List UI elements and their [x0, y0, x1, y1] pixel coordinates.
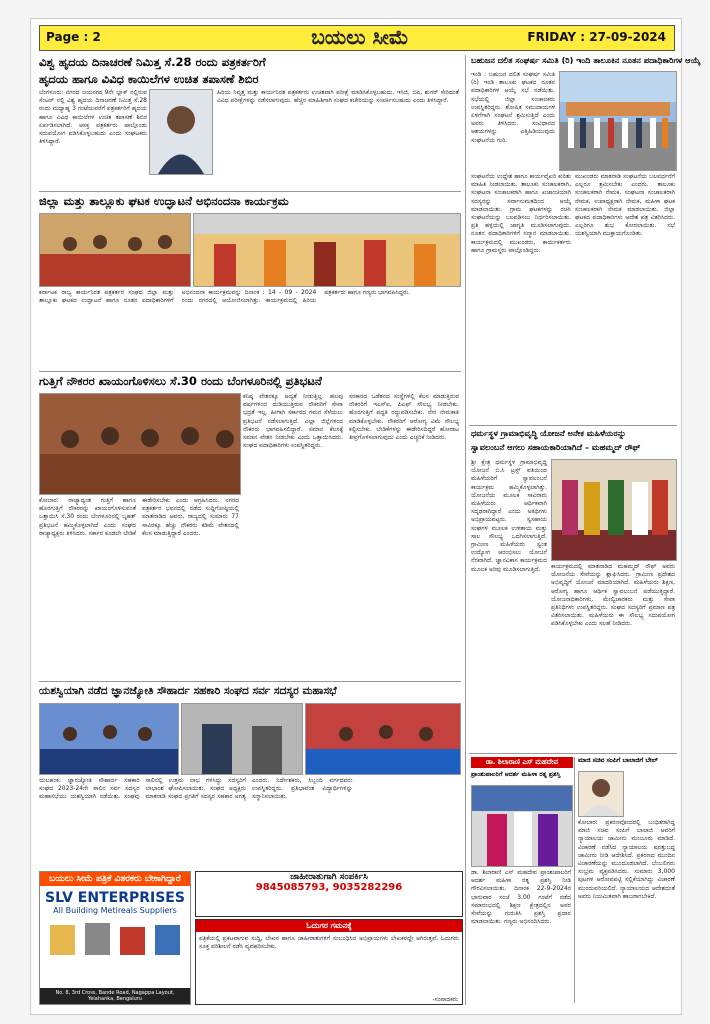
divider	[469, 753, 677, 754]
guttige-photo	[39, 393, 241, 495]
press-photo-1	[39, 213, 191, 287]
portrait-photo	[149, 89, 213, 175]
guttige-headline: ಗುತ್ತಿಗೆ ನೌಕರರ ಖಾಯಂಗೊಳಿಸಲು ಸೆ.30 ರಂದು ಬೆಂಗಳೂರಿನಲ್ಲಿ ಪ್ರತಿಭಟನೆ	[39, 374, 322, 388]
press-photo-2	[193, 213, 461, 287]
ad-address: No. 8, 3rd Cross, Bande Road, Nagappa Layout, Yelahanka, Bengaluru	[40, 988, 190, 1004]
page-number: Page : 2	[46, 30, 101, 44]
divider	[39, 191, 461, 192]
dharmasthala-headline-1: ಧರ್ಮಸ್ಥಳ ಗ್ರಾಮಾಭಿವೃದ್ಧಿ ಯೋಜನೆ ಅನೇಕ ಮಹಿಳೆಯರನ್ನು	[471, 428, 627, 438]
ad-brand: SLV ENTERPRISES	[45, 890, 185, 906]
yashaswini-photo-2	[181, 703, 303, 775]
dalit-body-right: ಮುಖಂಡರು ಮಾತನಾಡಿ ಸಂಘಟನೆಯ ಬಲವರ್ಧನೆಗೆ ಎಲ್ಲರೂ ಶ್ರಮಿಸಬೇಕು ಎಂದರು. ತಾಲೂಕು ಸಂಚಾಲಕರಾಗಿ ನೇಮಕ, ಸಂಘಟನಾ ಸಂಚಾಲಕರಾಗಿ ನೇಮಕ, ಉಪಾಧ್ಯಕ್ಷರಾಗಿ ನೇಮಕ, ಮಹಿಳಾ ಘಟಕ ಸಂಚಾಲಕರಾಗಿ ನೇಮಕ ಮಾಡಲಾಯಿತು. ಜಿಲ್ಲಾ ಘಟಕದ ಪದಾಧಿಕಾರಿಗಳು ಆದೇಶ ಪತ್ರ ವಿತರಿಸಿದರು. ಎಲ್ಲರಿಗೂ ಶುಭ ಕೋರಲಾಯಿತು. ಸಭೆ ಯಶಸ್ವಿಯಾಗಿ ಮುಕ್ತಾಯಗೊಂಡಿತು.	[575, 173, 675, 238]
press-headline: ಜಿಲ್ಲಾ ಮತ್ತು ತಾಲ್ಲೂಕು ಘಟಕ ಉದ್ಘಾಟನೆ ಅಭಿನಂದನಾ ಕಾರ್ಯಕ್ರಮ	[39, 194, 289, 208]
yashaswini-headline: ಯಶಸ್ವಿಯಾಗಿ ನಡೆದ ಜ್ಞಾನಜ್ಯೋತಿ ಸೌಹಾರ್ದ ಸಹಕಾರಿ ಸಂಘದ ಸರ್ವ ಸದಸ್ಯರ ಮಹಾಸಭೆ	[39, 685, 337, 697]
heart-body-right: ಹಿರಿಯ ನಿವೃತ್ತ ಮತ್ತು ಕಾರ್ಯನಿರತ ಪತ್ರಕರ್ತರು ಉಚಿತವಾಗಿ ಪರೀಕ್ಷೆ ಮಾಡಿಸಿಕೊಳ್ಳಬಹುದು. ಇಸಿಜಿ, ಬಿಪಿ, ಶುಗರ್ ಸೇರಿದಂತೆ ವಿವಿಧ ಪರೀಕ್ಷೆಗಳನ್ನು ನಡೆಸಲಾಗುವುದು. ಹೆಚ್ಚಿನ ಮಾಹಿತಿಗಾಗಿ ಸಂಘದ ಕಚೇರಿಯನ್ನು ಸಂಪರ್ಕಿಸಬಹುದು ಎಂದು ತಿಳಿಸಿದ್ದಾರೆ.	[217, 89, 459, 105]
yashaswini-body: ಯಲಹಂಕ: ಜ್ಞಾನಜ್ಯೋತಿ ಸೌಹಾರ್ದ ಸಹಕಾರಿ ಸಂಘದ 2023-24ನೇ ಸಾಲಿನ ಸರ್ವ ಸದಸ್ಯರ ಮಹಾಸಭೆಯು ಯಶಸ್ವಿಯಾಗಿ ನಡೆಯಿತು. ಸಂಘವು ಸಾಲಿನಲ್ಲಿ ಉತ್ತಮ ಲಾಭ ಗಳಿಸಿದ್ದು ಸದಸ್ಯರಿಗೆ ಲಾಭಾಂಶ ಘೋಷಿಸಲಾಯಿತು. ಸಂಘದ ಅಧ್ಯಕ್ಷರು ಮಾತನಾಡಿ ಸಂಘದ ಪ್ರಗತಿಗೆ ಸದಸ್ಯರ ಸಹಕಾರ ಅಗತ್ಯ ಎಂದರು. ನಿರ್ದೇಶಕರು, ಸಿಬ್ಬಂದಿ ವರ್ಗದವರು ಉಪಸ್ಥಿತರಿದ್ದರು. ಪ್ರತಿಭಾವಂತ ವಿದ್ಯಾರ್ಥಿಗಳನ್ನು ಸನ್ಮಾನಿಸಲಾಯಿತು.	[39, 777, 353, 801]
notice-band: ಓದುಗರ ಗಮನಕ್ಕೆ	[196, 920, 462, 932]
contact-advertisement	[195, 871, 463, 917]
column-divider	[574, 757, 575, 1003]
masthead-bar	[39, 25, 675, 51]
ad-tagline: All Building Metireals Suppliers	[53, 906, 177, 915]
balaji-portrait	[578, 771, 624, 817]
award-headline-1: ಡಾ. ಶಿಲಾರಾಣಿ ಎಸ್ ಮಹದೇವ	[471, 757, 573, 768]
heart-body-left: ಬೆಂಗಳೂರು: ನಗರದ ಜಯನಗರ 9ನೇ ಬ್ಲಾಕ್ ನಲ್ಲಿರುವ ಸೆಂಟರ್ ನಲ್ಲಿ ವಿಶ್ವ ಹೃದಯ ದಿನಾಚರಣೆ ನಿಮಿತ್ತ ಸೆ.28 ರಂದು ಮಧ್ಯಾಹ್ನ 3 ಗಂಟೆಯವರೆಗೆ ಪತ್ರಕರ್ತರಿಗೆ ಹೃದಯ ಹಾಗೂ ವಿವಿಧ ಕಾಯಿಲೆಗಳ ಉಚಿತ ತಪಾಸಣೆ ಶಿಬಿರ ಏರ್ಪಡಿಸಲಾಗಿದೆ. ಆಸಕ್ತ ಪತ್ರಕರ್ತರು ಪಾಲ್ಗೊಂಡು ಸದುಪಯೋಗ ಪಡಿಸಿಕೊಳ್ಳಬಹುದು ಎಂದು ಸಂಘಟಕರು ತಿಳಿಸಿದ್ದಾರೆ.	[39, 89, 147, 146]
dharmasthala-photo	[551, 459, 677, 561]
guttige-body-mid: ಕನಿಷ್ಠ ವೇತನಕ್ಕೂ ಆದ್ಯತೆ ನೀಡುತ್ತಿಲ್ಲ. ಹಲವು ವರ್ಷಗಳಿಂದ ದುಡಿಯುತ್ತಿರುವ ನೌಕರರಿಗೆ ಸೇವಾ ಭದ್ರತೆ ಇಲ್ಲ. ಹೀಗಾಗಿ ಸರ್ಕಾರದ ಗಮನ ಸೆಳೆಯಲು ಪ್ರತಿಭಟನೆ ನಡೆಸಲಾಗುತ್ತಿದೆ. ಎಲ್ಲಾ ಜಿಲ್ಲೆಗಳಿಂದ ನೌಕರರು ಭಾಗವಹಿಸಲಿದ್ದಾರೆ. ಸಮಾನ ಕೆಲಸಕ್ಕೆ ಸಮಾನ ವೇತನ ನೀಡಬೇಕು ಎಂದು ಒತ್ತಾಯಿಸಿದರು. ಸಂಘದ ಪದಾಧಿಕಾರಿಗಳು ಉಪಸ್ಥಿತರಿದ್ದರು.	[243, 393, 343, 450]
heart-headline-2: ಹೃದಯ ಹಾಗೂ ವಿವಿಧ ಕಾಯಿಲೆಗಳ ಉಚಿತ ತಪಾಸಣೆ ಶಿಬಿರ	[39, 72, 259, 86]
notice-body: ಪತ್ರಿಕೆಯಲ್ಲಿ ಪ್ರಕಟವಾಗುವ ಸುದ್ದಿ, ಲೇಖನ ಹಾಗೂ ಜಾಹೀರಾತುಗಳಿಗೆ ಸಂಬಂಧಿಸಿದ ಅಭಿಪ್ರಾಯಗಳು ಲೇಖಕರದ್ದೇ ಆಗಿರುತ್ತವೆ. ಓದುಗರು ಸೂಕ್ತ ಪರಿಶೀಲನೆ ನಡೆಸಿ ವ್ಯವಹರಿಸಬೇಕು.	[199, 935, 459, 951]
notice-sign: -ಸಂಪಾದಕರು	[432, 996, 458, 1003]
masthead-title: ಬಯಲು ಸೀಮೆ	[311, 25, 409, 49]
dalit-headline: ಬಹುಜನ ದಲಿತ ಸಂಘರ್ಷ ಸಮಿತಿ (ರಿ) ಇಂದಿ ತಾಲೂಕಿನ ನೂತನ ಪದಾಧಿಕಾರಿಗಳ ಆಯ್ಕೆ	[471, 55, 701, 65]
guttige-body-right: ಸರಕಾರದ ಒಡೆತನದ ಸಂಸ್ಥೆಗಳಲ್ಲಿ ಕೆಲಸ ಮಾಡುತ್ತಿರುವ ನೌಕರರಿಗೆ ಇಎಸ್ಐ, ಪಿಎಫ್ ಸೌಲಭ್ಯ ನೀಡಬೇಕು. ಹೊರಗುತ್ತಿಗೆ ಪದ್ಧತಿ ರದ್ದುಪಡಿಸಬೇಕು. ನೇರ ನೇಮಕಾತಿ ಮಾಡಿಕೊಳ್ಳಬೇಕು. ನೌಕರರಿಗೆ ಆರೋಗ್ಯ ವಿಮೆ ಸೌಲಭ್ಯ ಕಲ್ಪಿಸಬೇಕು. ಬೇಡಿಕೆಗಳನ್ನು ಈಡೇರಿಸದಿದ್ದರೆ ಹೋರಾಟ ತೀವ್ರಗೊಳಿಸಲಾಗುವುದು ಎಂದು ಎಚ್ಚರಿಕೆ ನೀಡಿದರು.	[349, 393, 459, 442]
award-headline-2: ಪ್ರಾಂಶುಪಾಲರಿಗೆ ಆದರ್ಶ ಮಹಿಳಾ ರತ್ನ ಪ್ರಶಸ್ತಿ	[471, 771, 561, 778]
ad-phone: 9845085793, 9035282296	[255, 882, 403, 893]
issue-date: FRIDAY : 27-09-2024	[527, 30, 666, 44]
dalit-group-photo	[559, 71, 677, 171]
reader-notice	[195, 919, 463, 1005]
dalit-body-left: ಇಂಡಿ : ಬಹುಜನ ದಲಿತ ಸಂಘರ್ಷ ಸಮಿತಿ (ರಿ) ಇಂಡಿ ತಾಲೂಕು ಘಟಕದ ನೂತನ ಪದಾಧಿಕಾರಿಗಳ ಆಯ್ಕೆ ಸಭೆ ನಡೆಯಿತು. ಸಭೆಯಲ್ಲಿ ಜಿಲ್ಲಾ ಸಂಚಾಲಕರು ಉಪಸ್ಥಿತರಿದ್ದರು. ಶೋಷಿತ ಸಮುದಾಯಗಳ ಏಳಿಗೆಗಾಗಿ ಸಂಘಟನೆ ಶ್ರಮಿಸುತ್ತಿದೆ ಎಂದು ಅವರು ತಿಳಿಸಿದರು. ಸಂವಿಧಾನದ ಆಶಯಗಳನ್ನು ಎತ್ತಿಹಿಡಿಯುವುದು ಸಂಘಟನೆಯ ಗುರಿ.	[471, 71, 555, 144]
balaji-headline: ಮಾಜಿ ಸಚಿವ ಸಂಪಿಗೆ ಬಾಲಾಜಿಗೆ ಬೇಲ್	[578, 757, 658, 764]
dharmasthala-headline-2: ಸ್ವಾವಲಂಬನೆ ಆಗಲು ಸಹಾಯಕಾರಿಯಾಗಿದೆ – ಮಹಮ್ಮದ್ ರೌಫ್	[471, 442, 641, 452]
balaji-body: ಕೋಲಾರ: ಪ್ರಕರಣವೊಂದರಲ್ಲಿ ಬಂಧಿತರಾಗಿದ್ದ ಮಾಜಿ ಸಚಿವ ಸಂಪಿಗೆ ಬಾಲಾಜಿ ಅವರಿಗೆ ನ್ಯಾಯಾಲಯ ಜಾಮೀನು ಮಂಜೂರು ಮಾಡಿದೆ. ವಿಚಾರಣೆ ನಡೆಸಿದ ನ್ಯಾಯಾಲಯ ಷರತ್ತುಬದ್ಧ ಜಾಮೀನು ನೀಡಿ ಆದೇಶಿಸಿದೆ. ಪ್ರಕರಣದ ಮುಂದಿನ ವಿಚಾರಣೆಯನ್ನು ಮುಂದೂಡಲಾಗಿದೆ. ಬೆಂಬಲಿಗರು ಸಂಭ್ರಮ ವ್ಯಕ್ತಪಡಿಸಿದರು. ಸುಮಾರು 3,000 ಪುಟಗಳ ಆರೋಪಪಟ್ಟಿ ಸಲ್ಲಿಕೆಯಾಗಿದ್ದು ವಿಚಾರಣೆ ಮುಂದುವರಿಯಲಿದೆ. ನ್ಯಾಯಾಲಯದ ಆದೇಶದಂತೆ ಅವರು ನಿಯಮಿತವಾಗಿ ಹಾಜರಾಗಬೇಕಿದೆ.	[578, 819, 675, 900]
divider	[39, 681, 461, 682]
press-body: ಕರ್ನಾಟಕ ರಾಜ್ಯ ಕಾರ್ಯನಿರತ ಪತ್ರಕರ್ತರ ಸಂಘದ ಜಿಲ್ಲಾ ಮತ್ತು ತಾಲ್ಲೂಕು ಘಟಕದ ಉದ್ಘಾಟನೆ ಹಾಗೂ ನೂತನ ಪದಾಧಿಕಾರಿಗಳಿಗೆ ಅಭಿನಂದನಾ ಕಾರ್ಯಕ್ರಮವನ್ನು ದಿನಾಂಕ : 14 - 09 - 2024 ರಂದು ನಗರದಲ್ಲಿ ಆಯೋಜಿಸಲಾಗಿತ್ತು. ಕಾರ್ಯಕ್ರಮದಲ್ಲಿ ಹಿರಿಯ ಪತ್ರಕರ್ತರು ಹಾಗೂ ಗಣ್ಯರು ಭಾಗವಹಿಸಿದ್ದರು.	[39, 289, 411, 305]
award-body: ಡಾ. ಶಿಲಾರಾಣಿ ಎಸ್ ಮಹದೇವ ಪ್ರಾಂಶುಪಾಲರಿಗೆ ಆದರ್ಶ ಮಹಿಳಾ ರತ್ನ ಪ್ರಶಸ್ತಿ ನೀಡಿ ಗೌರವಿಸಲಾಯಿತು. ದಿನಾಂಕ 22-9-2024ರ ಭಾನುವಾರ ಸಂಜೆ 3.00 ಗಂಟೆಗೆ ನಡೆದ ಸಮಾರಂಭದಲ್ಲಿ ಶಿಕ್ಷಣ ಕ್ಷೇತ್ರದಲ್ಲಿನ ಅವರ ಸೇವೆಯನ್ನು ಗುರುತಿಸಿ ಪ್ರಶಸ್ತಿ ಪ್ರದಾನ ಮಾಡಲಾಯಿತು. ಗಣ್ಯರು ಅಭಿನಂದಿಸಿದರು.	[471, 869, 571, 926]
slv-advertisement	[39, 871, 191, 1005]
building-materials-icon	[40, 915, 190, 965]
divider	[39, 371, 461, 372]
dharmasthala-body-left: ಶ್ರೀ ಕ್ಷೇತ್ರ ಧರ್ಮಸ್ಥಳ ಗ್ರಾಮಾಭಿವೃದ್ಧಿ ಯೋಜನೆ ಬಿ.ಸಿ ಟ್ರಸ್ಟ್ ವತಿಯಿಂದ ಮಹಿಳೆಯರಿಗೆ ಸ್ವಾವಲಂಬನೆ ಕಾರ್ಯಕ್ರಮ ಹಮ್ಮಿಕೊಳ್ಳಲಾಗಿತ್ತು. ಯೋಜನೆಯ ಮೂಲಕ ಸಾವಿರಾರು ಮಹಿಳೆಯರು ಆರ್ಥಿಕವಾಗಿ ಸದೃಢರಾಗಿದ್ದಾರೆ ಎಂದು ಅತಿಥಿಗಳು ಅಭಿಪ್ರಾಯಪಟ್ಟರು. ಸ್ವಸಹಾಯ ಸಂಘಗಳ ಮೂಲಕ ಉಳಿತಾಯ ಮತ್ತು ಸಾಲ ಸೌಲಭ್ಯ ಒದಗಿಸಲಾಗುತ್ತಿದೆ. ಗ್ರಾಮೀಣ ಮಹಿಳೆಯರು ಸ್ವಂತ ಉದ್ಯೋಗ ಆರಂಭಿಸಲು ಯೋಜನೆ ನೆರವಾಗಿದೆ. ಜ್ಞಾನವಿಕಾಸ ಕಾರ್ಯಕ್ರಮದ ಮೂಲಕ ಅರಿವು ಮೂಡಿಸಲಾಗುತ್ತಿದೆ.	[471, 459, 547, 573]
ad-contact-title: ಜಾಹೀರಾತುಗಾಗಿ ಸಂಪರ್ಕಿಸಿ	[290, 872, 368, 882]
award-photo	[471, 785, 573, 867]
heart-headline-1: ವಿಶ್ವ ಹೃದಯ ದಿನಾಚರಣೆ ನಿಮಿತ್ತ ಸೆ.28 ರಂದು ಪತ್ರಕರ್ತರಿಗೆ	[39, 55, 266, 69]
newspaper-page	[30, 18, 701, 1015]
divider	[469, 425, 677, 426]
dharmasthala-body-right: ಕಾರ್ಯಕ್ರಮದಲ್ಲಿ ಮಾತನಾಡಿದ ಮಹಮ್ಮದ್ ರೌಫ್ ಅವರು ಯೋಜನೆಯ ಸೇವೆಯನ್ನು ಶ್ಲಾಘಿಸಿದರು. ಗ್ರಾಮೀಣ ಪ್ರದೇಶದ ಅಭಿವೃದ್ಧಿಗೆ ಯೋಜನೆ ಮಾದರಿಯಾಗಿದೆ. ಮಹಿಳೆಯರು ಶಿಕ್ಷಣ, ಆರೋಗ್ಯ ಹಾಗೂ ಆರ್ಥಿಕ ಸ್ವಾವಲಂಬನೆ ಪಡೆಯುತ್ತಿದ್ದಾರೆ. ಯೋಜನಾಧಿಕಾರಿಗಳು, ಮೇಲ್ವಿಚಾರಕರು ಮತ್ತು ಸೇವಾ ಪ್ರತಿನಿಧಿಗಳು ಉಪಸ್ಥಿತರಿದ್ದರು. ಸಂಘದ ಸದಸ್ಯರಿಗೆ ಪ್ರಮಾಣ ಪತ್ರ ವಿತರಿಸಲಾಯಿತು. ಮಹಿಳೆಯರು ಈ ಸೌಲಭ್ಯ ಸದುಪಯೋಗ ಪಡಿಸಿಕೊಳ್ಳಬೇಕು ಎಂದು ಸಲಹೆ ನೀಡಿದರು.	[551, 563, 675, 628]
guttige-body-left: ಕೋಲಾರ: ರಾಜ್ಯಾದ್ಯಂತ ಗುತ್ತಿಗೆ ಹಾಗೂ ಹೊರಗುತ್ತಿಗೆ ನೌಕರರನ್ನು ಖಾಯಂಗೊಳಿಸುವಂತೆ ಒತ್ತಾಯಿಸಿ ಸೆ.30 ರಂದು ಬೆಂಗಳೂರಿನಲ್ಲಿ ಬೃಹತ್ ಪ್ರತಿಭಟನೆ ಹಮ್ಮಿಕೊಳ್ಳಲಾಗಿದೆ ಎಂದು ಸಂಘದ ರಾಜ್ಯಾಧ್ಯಕ್ಷರು ತಿಳಿಸಿದರು. ಸರ್ಕಾರ ಕೂಡಲೇ ಬೇಡಿಕೆ ಈಡೇರಿಸಬೇಕು ಎಂದು ಆಗ್ರಹಿಸಿದರು. ನಗರದ ಪತ್ರಕರ್ತರ ಭವನದಲ್ಲಿ ನಡೆದ ಸುದ್ದಿಗೋಷ್ಠಿಯಲ್ಲಿ ಮಾತನಾಡಿದ ಅವರು, ರಾಜ್ಯದಲ್ಲಿ ಸುಮಾರು 77 ಸಾವಿರಕ್ಕೂ ಹೆಚ್ಚು ನೌಕರರು ಕಡಿಮೆ ವೇತನದಲ್ಲಿ ಕೆಲಸ ಮಾಡುತ್ತಿದ್ದಾರೆ ಎಂದರು.	[39, 497, 239, 537]
yashaswini-photo-3	[305, 703, 461, 775]
dalit-body-mid: ಸಂಘಟನೆಯ ಉದ್ದೇಶ ಹಾಗೂ ಕಾರ್ಯವೈಖರಿ ಕುರಿತು ಮಾಹಿತಿ ನೀಡಲಾಯಿತು. ತಾಲೂಕು ಸಂಚಾಲಕರಾಗಿ, ಸಂಘಟನಾ ಸಂಚಾಲಕರಾಗಿ ಹಾಗೂ ಖಜಾಂಚಿಯಾಗಿ ಸದಸ್ಯರನ್ನು ಸರ್ವಾನುಮತದಿಂದ ಆಯ್ಕೆ ಮಾಡಲಾಯಿತು. ಗ್ರಾಮ ಘಟಕಗಳನ್ನು ರಚಿಸಿ ಸಂಘಟನೆಯನ್ನು ಬಲಪಡಿಸಲು ನಿರ್ಧರಿಸಲಾಯಿತು. ಪ್ರತಿ ಹಳ್ಳಿಯಲ್ಲಿ ಜಾಗೃತಿ ಮೂಡಿಸಲಾಗುವುದು. ನೂತನ ಪದಾಧಿಕಾರಿಗಳಿಗೆ ಸನ್ಮಾನ ಮಾಡಲಾಯಿತು. ಕಾರ್ಯಕ್ರಮದಲ್ಲಿ ಮುಖಂಡರು, ಕಾರ್ಯಕರ್ತರು ಹಾಗೂ ಗ್ರಾಮಸ್ಥರು ಪಾಲ್ಗೊಂಡಿದ್ದರು.	[471, 173, 571, 254]
yashaswini-photo-1	[39, 703, 179, 775]
ad-top-band: ಬಯಲು ಸೀಮೆ ಪತ್ರಿಕೆ ವಿತರಕರು ಬೇಕಾಗಿದ್ದಾರೆ	[40, 872, 190, 886]
column-divider	[465, 55, 466, 1005]
